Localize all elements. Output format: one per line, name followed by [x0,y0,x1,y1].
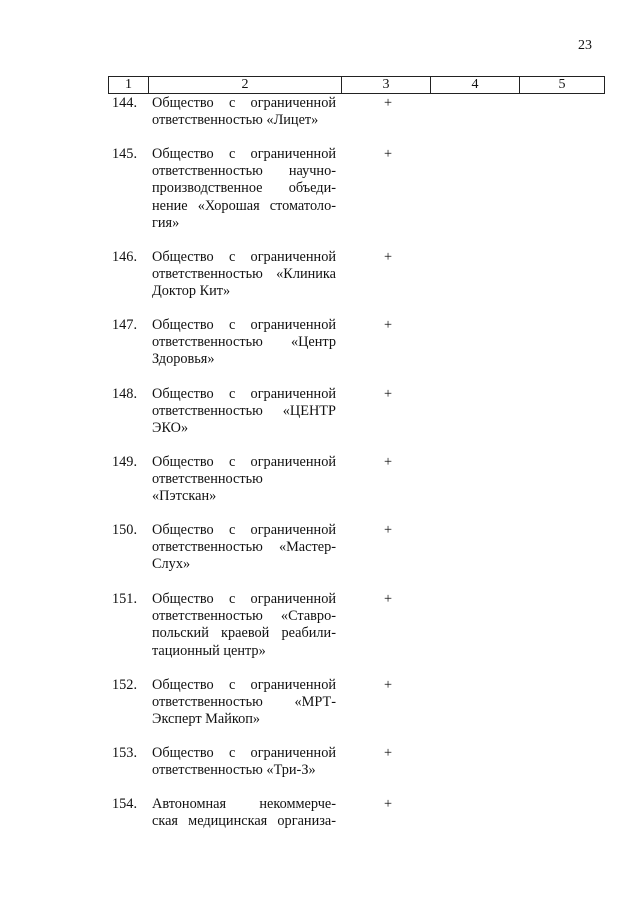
text-line: «Пэтскан» [152,488,217,505]
text-line: ответственностью «Центр [152,334,336,351]
text-line: Слух» [152,556,191,573]
entry-number: 152. [112,677,138,693]
text-line: ответственностью «Ставро- [152,608,336,625]
text-line: Общество с ограниченной [152,745,336,761]
text-line: ответственностью «Лицет» [152,112,319,129]
text-line: ответственностью «Мастер- [152,539,336,556]
plus-mark: + [383,745,393,761]
organization-name [152,522,336,574]
text-line: Эксперт Майкоп» [152,711,261,728]
organization-name [152,95,336,129]
text-line: Общество с ограниченной [152,249,336,265]
organization-name [152,677,336,729]
text-line: Общество с ограниченной [152,95,336,111]
text-line: ответственностью «МРТ- [152,694,336,711]
plus-mark: + [383,146,393,162]
text-line: Общество с ограниченной [152,454,336,470]
entry-number: 150. [112,522,138,538]
entry-number: 146. [112,249,138,265]
organization-name [152,591,336,660]
text-line: тационный центр» [152,642,266,659]
text-line: Общество с ограниченной [152,591,336,607]
page-number: 23 [578,38,592,53]
text-line: Автономная некоммерче- [152,796,336,812]
organization-name [152,317,336,369]
plus-mark: + [383,454,393,470]
text-line: Общество с ограниченной [152,677,336,693]
entry-number: 147. [112,317,138,333]
column-header-row [108,76,605,94]
text-line: ответственностью «Три-З» [152,762,316,779]
entry-number: 153. [112,745,138,761]
entry-number: 148. [112,386,138,402]
text-line: Общество с ограниченной [152,317,336,333]
text-line: ответственностью «Клиника [152,266,336,283]
organization-name [152,249,336,301]
text-line: производственное объеди- [152,180,336,197]
text-line: Общество с ограниченной [152,386,336,402]
text-line: Общество с ограниченной [152,146,336,162]
plus-mark: + [383,249,393,265]
organization-name [152,796,336,830]
text-line: Общество с ограниченной [152,522,336,538]
entry-number: 151. [112,591,138,607]
organization-name [152,146,336,232]
text-line: Здоровья» [152,351,215,368]
plus-mark: + [383,317,393,333]
text-line: ответственностью [152,471,263,488]
column-header-1: 1 [109,77,149,94]
plus-mark: + [383,522,393,538]
column-header-4: 4 [431,77,520,94]
column-header-2: 2 [149,77,342,94]
text-line: польский краевой реабили- [152,625,336,642]
plus-mark: + [383,796,393,812]
text-line: гия» [152,214,180,231]
entry-number: 154. [112,796,138,812]
organization-name [152,454,336,506]
text-line: ответственностью «ЦЕНТР [152,403,336,420]
entry-number: 144. [112,95,138,111]
text-line: Доктор Кит» [152,283,231,300]
organization-name [152,386,336,438]
organization-name [152,745,336,779]
column-header-3: 3 [342,77,431,94]
plus-mark: + [383,386,393,402]
entry-number: 145. [112,146,138,162]
plus-mark: + [383,591,393,607]
plus-mark: + [383,95,393,111]
text-line: нение «Хорошая стоматоло- [152,197,336,214]
text-line: ЭКО» [152,420,189,437]
column-header-5: 5 [520,77,605,94]
text-line: ответственностью научно- [152,163,336,180]
text-line: ская медицинская организа- [152,813,336,830]
plus-mark: + [383,677,393,693]
entry-number: 149. [112,454,138,470]
